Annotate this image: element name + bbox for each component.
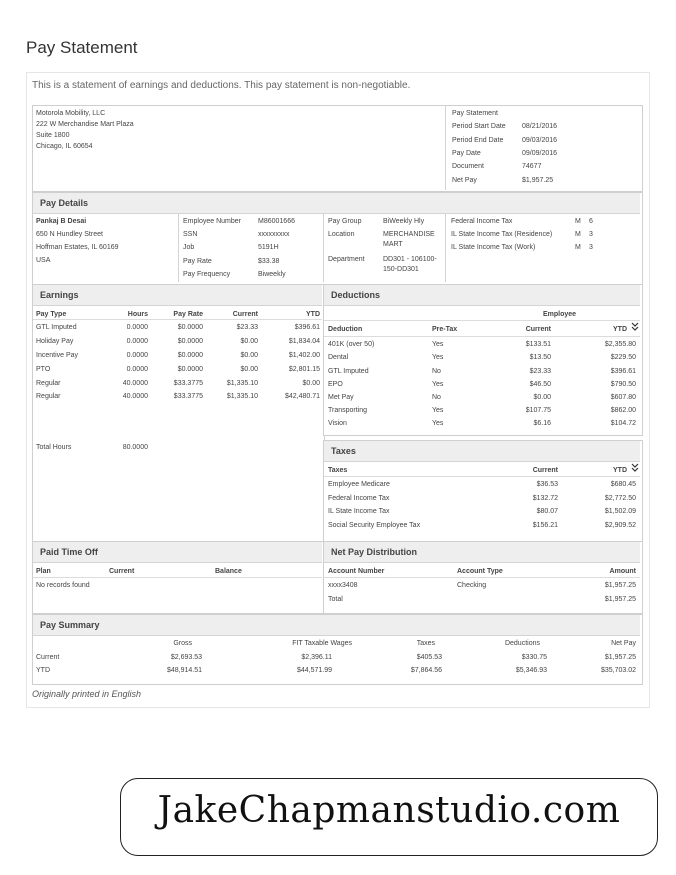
deductions-cell: Vision: [328, 420, 347, 427]
earnings-cell: $0.00: [240, 352, 258, 359]
earnings-cell: 0.0000: [126, 352, 148, 359]
page-title: Pay Statement: [26, 38, 138, 57]
earnings-cell: Regular: [36, 393, 61, 400]
deductions-cell: $0.00: [533, 394, 551, 401]
deductions-col-header: Pre-Tax: [432, 326, 458, 333]
taxes-col-header: YTD: [613, 467, 627, 474]
summary-cell: $1,957.25: [604, 654, 636, 661]
sort-chevron-icon[interactable]: [630, 463, 640, 472]
statement-label: Period Start Date: [452, 123, 506, 130]
deductions-cell: $396.61: [610, 368, 636, 375]
summary-cell: $48,914.51: [166, 667, 202, 674]
earnings-cell: Incentive Pay: [36, 352, 79, 359]
employer-line: 222 W Merchandise Mart Plaza: [36, 121, 134, 128]
deductions-cell: $2,355.80: [604, 341, 636, 348]
deductions-header: Deductions: [324, 285, 640, 306]
employee-name: Pankaj B Desai: [36, 218, 87, 225]
earnings-cell: $1,335.10: [226, 393, 258, 400]
pay-group-label: Pay Group: [328, 218, 362, 225]
earnings-cell: 40.0000: [122, 393, 148, 400]
statement-label: Net Pay: [452, 177, 477, 184]
summary-cell: $44,571.99: [296, 667, 332, 674]
deductions-group-label: Employee: [543, 311, 577, 318]
sort-chevron-icon[interactable]: [630, 322, 640, 331]
earnings-cell: $0.0000: [177, 366, 203, 373]
taxes-cell: $36.53: [536, 481, 558, 488]
watermark-text: JakeChapmanstudio.com: [157, 790, 621, 831]
summary-cell: $5,346.93: [515, 667, 547, 674]
deductions-cell: $229.50: [610, 354, 636, 361]
info-label: Pay Rate: [183, 258, 212, 265]
employee-address: Hoffman Estates, IL 60169: [36, 244, 119, 251]
info-value: $33.38: [258, 258, 280, 265]
earnings-cell: $0.00: [240, 338, 258, 345]
earnings-col-header: YTD: [306, 311, 320, 318]
npd-total-value: $1,957.25: [604, 596, 636, 603]
npd-cell: $1,957.25: [604, 582, 636, 589]
total-hours-label: Total Hours: [36, 444, 72, 451]
employer-line: Motorola Mobility, LLC: [36, 110, 106, 117]
pto-col-header: Balance: [215, 568, 242, 575]
earnings-cell: $0.00: [240, 366, 258, 373]
earnings-cell: 0.0000: [126, 366, 148, 373]
deductions-cell: $107.75: [525, 407, 551, 414]
tax-label: Federal Income Tax: [451, 218, 513, 225]
info-value: Biweekly: [258, 271, 286, 278]
tax-allowances: 6: [589, 218, 593, 225]
npd-col-header: Account Number: [328, 568, 385, 575]
department-value: 150-DD301: [383, 266, 419, 273]
pto-col-header: Current: [109, 568, 135, 575]
summary-row-label: YTD: [36, 667, 50, 674]
taxes-cell: IL State Income Tax: [328, 508, 390, 515]
taxes-cell: $2,772.50: [604, 495, 636, 502]
summary-cell: $2,693.53: [170, 654, 202, 661]
statement-value: 08/21/2016: [522, 123, 558, 130]
summary-cell: $330.75: [521, 654, 547, 661]
deductions-col-header: YTD: [613, 326, 627, 333]
info-value: xxxxxxxxx: [258, 231, 290, 238]
earnings-cell: $396.61: [294, 324, 320, 331]
tax-allowances: 3: [589, 244, 593, 251]
employee-address: USA: [36, 257, 51, 264]
earnings-cell: $33.3775: [173, 380, 203, 387]
earnings-cell: Holiday Pay: [36, 338, 74, 345]
earnings-cell: $33.3775: [173, 393, 203, 400]
footer-note: Originally printed in English: [32, 689, 142, 699]
earnings-cell: $0.0000: [177, 352, 203, 359]
statement-label: Period End Date: [452, 137, 504, 144]
info-label: SSN: [183, 231, 198, 238]
deductions-cell: $104.72: [610, 420, 636, 427]
deductions-cell: $862.00: [610, 407, 636, 414]
summary-row-label: Current: [36, 654, 60, 661]
deductions-cell: No: [432, 368, 441, 375]
earnings-cell: $0.0000: [177, 324, 203, 331]
earnings-cell: $1,834.04: [288, 338, 320, 345]
info-label: Employee Number: [183, 218, 241, 225]
department-value: DD301 - 106100-: [383, 256, 437, 263]
location-value: MART: [383, 241, 403, 248]
info-label: Job: [183, 244, 195, 251]
npd-cell: xxxx3408: [328, 582, 358, 589]
earnings-cell: $2,801.15: [288, 366, 320, 373]
location-label: Location: [328, 231, 355, 238]
earnings-header: Earnings: [33, 285, 322, 306]
deductions-col-header: Deduction: [328, 326, 363, 333]
earnings-col-header: Hours: [127, 311, 148, 318]
deductions-cell: Transporting: [328, 407, 368, 414]
paid-time-off-header: Paid Time Off: [33, 542, 322, 563]
statement-value: $1,957.25: [522, 177, 554, 184]
earnings-col-header: Current: [232, 311, 258, 318]
summary-col-header: Deductions: [504, 640, 540, 647]
earnings-cell: $0.0000: [177, 338, 203, 345]
earnings-cell: $42,480.71: [284, 393, 320, 400]
tax-label: IL State Income Tax (Residence): [451, 231, 553, 238]
taxes-col-header: Taxes: [328, 467, 348, 474]
earnings-cell: PTO: [36, 366, 51, 373]
deductions-cell: GTL Imputed: [328, 368, 369, 375]
deductions-cell: $23.33: [529, 368, 551, 375]
summary-cell: $2,396.11: [301, 654, 332, 661]
statement-value: 09/03/2016: [522, 137, 558, 144]
tax-label: IL State Income Tax (Work): [451, 244, 536, 251]
deductions-cell: Met Pay: [328, 394, 354, 401]
summary-col-header: FIT Taxable Wages: [292, 640, 352, 647]
earnings-col-header: Pay Rate: [173, 311, 203, 318]
info-value: M86001666: [258, 218, 295, 225]
tax-status: M: [575, 244, 581, 251]
deductions-col-header: Current: [525, 326, 551, 333]
npd-cell: Checking: [457, 582, 487, 589]
summary-col-header: Gross: [173, 640, 192, 647]
pay-group-value: BiWeekly Hly: [383, 218, 425, 225]
npd-col-header: Account Type: [457, 568, 503, 575]
info-label: Pay Frequency: [183, 271, 231, 278]
statement-value: 74677: [522, 163, 542, 170]
deductions-cell: $607.80: [610, 394, 636, 401]
taxes-cell: $2,909.52: [604, 522, 636, 529]
deductions-cell: $13.50: [529, 354, 551, 361]
earnings-cell: $23.33: [236, 324, 258, 331]
deductions-cell: 401K (over 50): [328, 341, 375, 348]
earnings-cell: 0.0000: [126, 324, 148, 331]
earnings-cell: $1,402.00: [288, 352, 320, 359]
summary-col-header: Net Pay: [611, 640, 636, 647]
taxes-cell: $156.21: [532, 522, 558, 529]
taxes-header: Taxes: [324, 441, 640, 462]
deductions-cell: Yes: [432, 381, 444, 388]
earnings-cell: Regular: [36, 380, 61, 387]
info-value: 5191H: [258, 244, 279, 251]
employer-line: Suite 1800: [36, 132, 70, 139]
tax-status: M: [575, 218, 581, 225]
deductions-cell: No: [432, 394, 441, 401]
taxes-cell: Employee Medicare: [328, 481, 390, 488]
intro-text: This is a statement of earnings and deductions. This pay statement is non-negotiable.: [32, 80, 411, 91]
taxes-cell: $1,502.09: [604, 508, 636, 515]
earnings-cell: 0.0000: [126, 338, 148, 345]
deductions-cell: $790.50: [610, 381, 636, 388]
npd-total-label: Total: [328, 596, 343, 603]
statement-value: 09/09/2016: [522, 150, 558, 157]
deductions-cell: $133.51: [525, 341, 551, 348]
summary-cell: $35,703.02: [600, 667, 636, 674]
npd-col-header: Amount: [609, 568, 636, 575]
deductions-cell: Dental: [328, 354, 349, 361]
earnings-cell: 40.0000: [122, 380, 148, 387]
summary-cell: $7,864.56: [410, 667, 442, 674]
department-label: Department: [328, 256, 365, 263]
earnings-cell: GTL Imputed: [36, 324, 77, 331]
taxes-col-header: Current: [532, 467, 558, 474]
statement-heading: Pay Statement: [452, 110, 498, 117]
statement-label: Pay Date: [452, 150, 481, 157]
employer-line: Chicago, IL 60654: [36, 143, 93, 150]
deductions-cell: $46.50: [529, 381, 551, 388]
net-pay-distribution-header: Net Pay Distribution: [324, 542, 640, 563]
deductions-cell: Yes: [432, 407, 444, 414]
taxes-cell: Social Security Employee Tax: [328, 522, 421, 529]
pto-empty: No records found: [36, 582, 90, 589]
taxes-cell: $80.07: [536, 508, 558, 515]
summary-cell: $405.53: [416, 654, 442, 661]
pay-details-header: Pay Details: [33, 193, 640, 214]
total-hours-value: 80.0000: [122, 444, 148, 451]
taxes-cell: $680.45: [610, 481, 636, 488]
statement-label: Document: [452, 163, 484, 170]
pto-col-header: Plan: [36, 568, 51, 575]
earnings-cell: $1,335.10: [226, 380, 258, 387]
taxes-cell: Federal Income Tax: [328, 495, 390, 502]
pay-summary-header: Pay Summary: [33, 615, 640, 636]
deductions-cell: EPO: [328, 381, 343, 388]
deductions-cell: Yes: [432, 354, 444, 361]
location-value: MERCHANDISE: [383, 231, 435, 238]
earnings-cell: $0.00: [302, 380, 320, 387]
employee-address: 650 N Hundley Street: [36, 231, 103, 238]
deductions-cell: Yes: [432, 420, 444, 427]
tax-status: M: [575, 231, 581, 238]
summary-col-header: Taxes: [416, 640, 435, 647]
earnings-col-header: Pay Type: [36, 311, 67, 318]
deductions-cell: $6.16: [533, 420, 551, 427]
deductions-cell: Yes: [432, 341, 444, 348]
tax-allowances: 3: [589, 231, 593, 238]
taxes-cell: $132.72: [532, 495, 558, 502]
